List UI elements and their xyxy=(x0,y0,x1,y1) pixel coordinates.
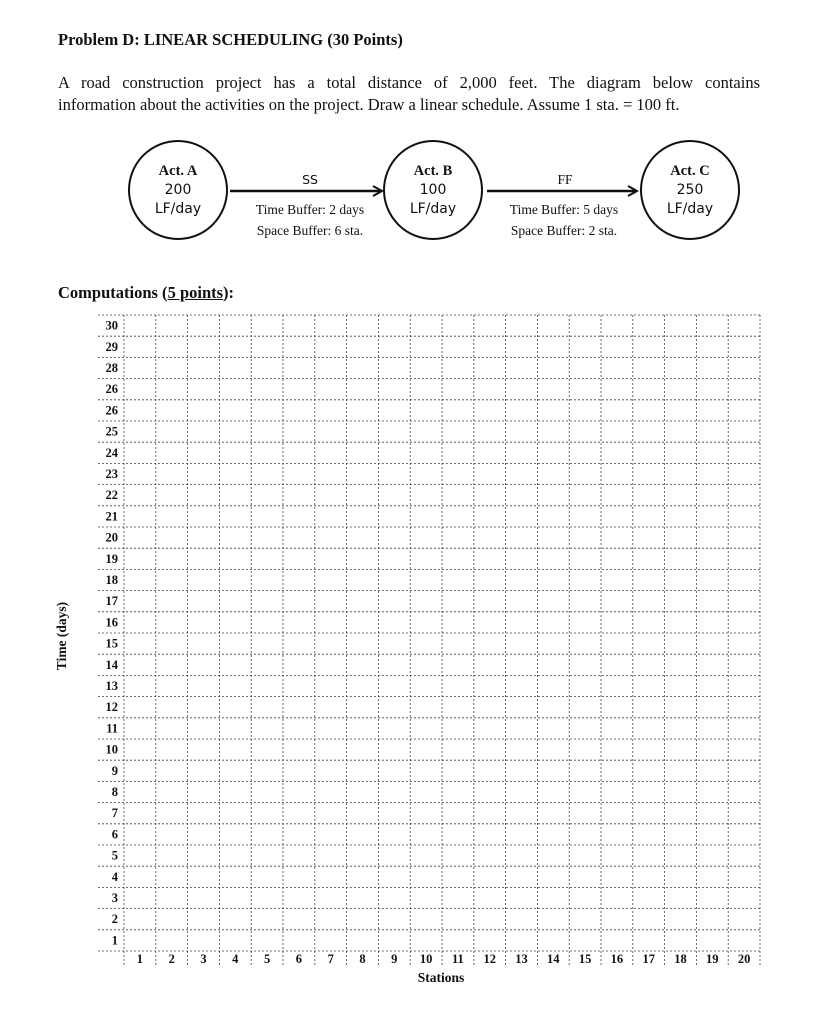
y-tick-label: 13 xyxy=(105,679,118,693)
y-tick-label: 7 xyxy=(111,806,118,821)
y-tick-label: 3 xyxy=(111,891,118,905)
x-tick-label: 14 xyxy=(547,952,560,966)
y-tick-label: 18 xyxy=(105,573,118,587)
edge-bc-time-buffer: Time Buffer: 5 days xyxy=(509,202,619,217)
y-tick-label: 17 xyxy=(105,594,118,609)
y-tick-label: 20 xyxy=(105,530,118,545)
y-tick-label: 22 xyxy=(105,488,118,503)
x-tick-label: 16 xyxy=(610,952,624,966)
activity-c-unit: LF/day xyxy=(666,200,714,217)
y-tick-label: 19 xyxy=(105,551,118,566)
x-tick-label: 1 xyxy=(136,952,144,966)
description-line-2: information about the activities on the project. Draw a linear schedule. Assume 1 sta. = 100 ft. xyxy=(58,95,680,114)
activity-c-name: Act. C xyxy=(670,162,710,179)
x-axis-label: Stations xyxy=(417,970,465,985)
edge-bc-relation: FF xyxy=(557,172,573,187)
y-tick-label: 28 xyxy=(105,361,118,375)
description-line-1: A road construction project has a total distance of 2,000 feet. The diagram below contains xyxy=(58,73,760,92)
activity-b-rate: 100 xyxy=(419,181,447,198)
y-tick-label: 26 xyxy=(105,403,118,418)
x-tick-label: 6 xyxy=(295,952,303,966)
edge-ab-space-buffer: Space Buffer: 6 sta. xyxy=(256,223,364,238)
y-tick-label: 16 xyxy=(105,615,118,630)
y-tick-label: 30 xyxy=(105,318,118,333)
x-tick-label: 15 xyxy=(578,952,592,966)
y-tick-label: 24 xyxy=(105,445,118,460)
x-tick-label: 12 xyxy=(483,952,496,966)
y-tick-label: 10 xyxy=(105,742,118,757)
x-tick-label: 20 xyxy=(737,952,751,966)
x-tick-label: 9 xyxy=(391,952,398,966)
y-tick-label: 11 xyxy=(106,721,118,736)
x-tick-label: 4 xyxy=(232,952,239,966)
x-tick-label: 3 xyxy=(200,952,207,966)
edge-ab-relation: SS xyxy=(302,172,318,187)
x-tick-label: 17 xyxy=(642,952,655,966)
computations-suffix: ): xyxy=(223,283,235,302)
x-tick-label: 7 xyxy=(327,952,334,966)
x-tick-label: 13 xyxy=(515,952,528,966)
x-tick-label: 5 xyxy=(263,952,271,966)
x-tick-label: 8 xyxy=(359,952,366,966)
grid-lines xyxy=(98,315,760,967)
x-axis-ticks xyxy=(137,952,751,966)
x-tick-label: 18 xyxy=(674,952,687,966)
y-tick-label: 14 xyxy=(105,657,118,672)
y-axis-label: Time (days) xyxy=(54,601,69,671)
y-tick-label: 25 xyxy=(105,424,118,439)
activity-a-name: Act. A xyxy=(158,162,198,179)
x-tick-label: 11 xyxy=(451,952,464,966)
y-tick-label: 9 xyxy=(111,763,118,778)
activity-a-rate: 200 xyxy=(164,181,192,198)
edge-ab-time-buffer: Time Buffer: 2 days xyxy=(255,202,365,217)
x-tick-label: 19 xyxy=(706,952,719,966)
y-tick-label: 23 xyxy=(105,467,118,481)
problem-title: Problem D: LINEAR SCHEDULING (30 Points) xyxy=(58,30,403,49)
activity-c-rate: 250 xyxy=(676,181,704,198)
activity-b-unit: LF/day xyxy=(409,200,457,217)
y-tick-label: 29 xyxy=(105,339,118,354)
edge-bc-space-buffer: Space Buffer: 2 sta. xyxy=(510,223,618,238)
y-tick-label: 15 xyxy=(105,636,118,651)
x-tick-label: 2 xyxy=(168,952,175,966)
y-tick-label: 4 xyxy=(111,869,118,884)
y-tick-label: 2 xyxy=(111,912,118,927)
y-tick-label: 21 xyxy=(105,509,118,524)
x-tick-label: 10 xyxy=(419,952,433,966)
activity-b-name: Act. B xyxy=(413,162,453,179)
y-tick-label: 5 xyxy=(111,848,118,863)
y-tick-label: 6 xyxy=(111,827,118,842)
activity-a-unit: LF/day xyxy=(154,200,202,217)
y-tick-label: 8 xyxy=(111,785,118,799)
y-tick-label: 1 xyxy=(111,933,118,948)
y-tick-label: 26 xyxy=(105,382,118,397)
computations-label: Computations ( xyxy=(58,283,168,302)
y-tick-label: 12 xyxy=(105,700,118,715)
computations-points: 5 points xyxy=(167,283,224,302)
